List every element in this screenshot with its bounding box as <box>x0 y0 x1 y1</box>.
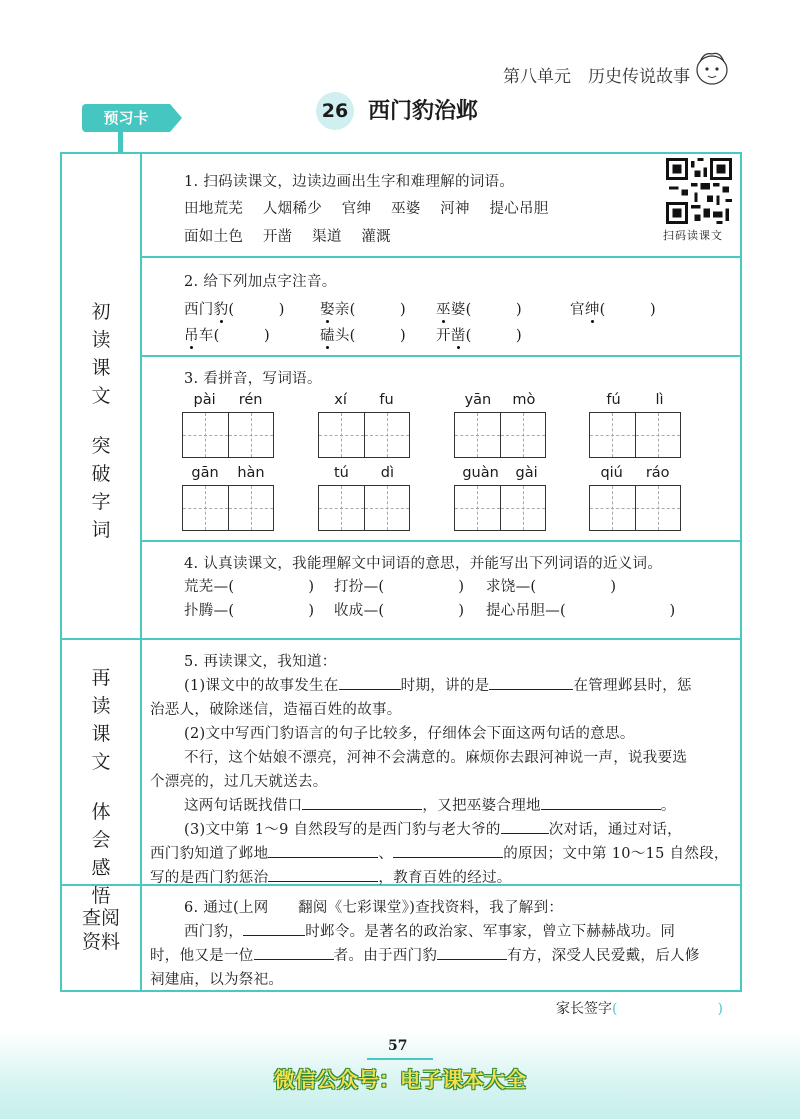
q5-line: (3)文中第 1～9 自然段写的是西门豹与老大爷的 次对话，通过对话， <box>184 818 682 839</box>
answer-blank[interactable] <box>339 675 401 690</box>
parent-signature-label: 家长签字 <box>556 1001 612 1017</box>
q4-instruction: 4. 认真读课文，我能理解文中词语的意思，并能写出下列词语的近义词。 <box>184 556 663 572</box>
q1-words-row1: 田地荒芜 人烟稀少 官绅 巫婆 河神 提心吊胆 <box>184 201 549 217</box>
q6-instruction: 6. 通过(上网 翻阅《七彩课堂》)查找资料，我了解到： <box>184 900 564 916</box>
section-label-second-reading: 再 读 课 文 体 会 感 悟 <box>91 667 111 907</box>
answer-blank[interactable] <box>489 675 573 690</box>
qr-code-icon[interactable] <box>666 158 732 224</box>
writing-grid[interactable] <box>318 412 410 458</box>
q6-line: 祠建庙，以为祭祀。 <box>150 972 284 988</box>
section-label-research: 查阅 资料 <box>81 907 121 953</box>
row-divider <box>142 540 742 542</box>
writing-grid[interactable] <box>589 412 681 458</box>
writing-grid[interactable] <box>182 485 274 531</box>
q1-instruction: 1. 扫码读课文，边读边画出生字和难理解的词语。 <box>184 174 515 190</box>
q5-line: 治恶人，破除迷信，造福百姓的故事。 <box>150 702 402 718</box>
q5-line: 写的是西门豹惩治 ，教育百姓的经过。 <box>150 866 512 887</box>
q5-line: (1)课文中的故事发生在 时期，讲的是 在管理邺县时，惩 <box>184 674 692 695</box>
tag-pole <box>118 132 123 152</box>
answer-blank[interactable] <box>268 843 378 858</box>
q2-item: 官绅( ) <box>570 302 656 318</box>
answer-blank[interactable] <box>302 795 422 810</box>
page-number-underline <box>367 1058 433 1060</box>
q5-instruction: 5. 再读课文，我知道： <box>184 654 337 670</box>
q4-item: 收成—( ) <box>334 603 465 619</box>
q6-line: 西门豹， 时邺令。是著名的政治家、军事家，曾立下赫赫战功。同 <box>184 920 675 941</box>
q3-instruction: 3. 看拼音，写词语。 <box>184 371 322 387</box>
writing-grid[interactable] <box>182 412 274 458</box>
q2-item: 西门豹( ) <box>184 302 285 318</box>
q1-words-row2: 面如土色 开凿 渠道 灌溉 <box>184 229 391 245</box>
q2-item: 开凿( ) <box>436 328 522 344</box>
answer-blank[interactable] <box>254 945 334 960</box>
lesson-title: 西门豹治邺 <box>368 98 479 124</box>
q4-item: 扑腾—( ) <box>184 603 315 619</box>
page-number: 57 <box>388 1038 408 1054</box>
q5-line: 这两句话既找借口 ，又把巫婆合理地 。 <box>184 794 676 815</box>
pinyin-group: qiú ráo <box>589 465 681 531</box>
pinyin-group: yān mò <box>454 392 546 458</box>
q4-item: 提心吊胆—( ) <box>486 603 676 619</box>
mascot-icon <box>692 48 732 88</box>
answer-blank[interactable] <box>243 921 305 936</box>
q4-item: 打扮—( ) <box>334 579 465 595</box>
pinyin-group: guàn gài <box>454 465 546 531</box>
q2-item: 巫婆( ) <box>436 302 522 318</box>
answer-blank[interactable] <box>437 945 507 960</box>
pinyin-group: xí fu <box>318 392 410 458</box>
q2-item: 吊车( ) <box>184 328 270 344</box>
pinyin-group: pài rén <box>182 392 274 458</box>
section-divider <box>60 638 742 640</box>
q2-item: 娶亲( ) <box>320 302 406 318</box>
writing-grid[interactable] <box>454 485 546 531</box>
row-divider <box>142 256 742 258</box>
lesson-number: 26 <box>316 92 354 130</box>
parent-signature-field[interactable]: 家长签字( ) <box>556 1001 723 1017</box>
pinyin-group: tú dì <box>318 465 410 531</box>
answer-blank[interactable] <box>393 843 503 858</box>
row-divider <box>142 355 742 357</box>
q2-item: 磕头( ) <box>320 328 406 344</box>
answer-blank[interactable] <box>501 819 549 834</box>
pinyin-group: fú lì <box>589 392 681 458</box>
section-label-first-reading: 初 读 课 文 突 破 字 词 <box>91 301 111 541</box>
q5-quote: 个漂亮的，过几天就送去。 <box>150 774 328 790</box>
q4-item: 荒芜—( ) <box>184 579 315 595</box>
q4-item: 求饶—( ) <box>486 579 617 595</box>
writing-grid[interactable] <box>454 412 546 458</box>
column-divider <box>140 152 142 992</box>
writing-grid[interactable] <box>589 485 681 531</box>
q5-line: 西门豹知道了邺地 、 的原因；文中第 10～15 自然段， <box>150 842 729 863</box>
qr-caption: 扫码读课文 <box>663 229 723 242</box>
q6-line: 时，他又是一位 者。由于西门豹 有方，深受人民爱戴，后人修 <box>150 944 700 965</box>
writing-grid[interactable] <box>318 485 410 531</box>
preview-card-tag: 预习卡 <box>82 104 170 132</box>
pinyin-group: gān hàn <box>182 465 274 531</box>
q2-instruction: 2. 给下列加点字注音。 <box>184 274 337 290</box>
answer-blank[interactable] <box>268 867 378 882</box>
wechat-watermark: 微信公众号：电子课本大全 <box>274 1068 526 1092</box>
q5-quote: 不行，这个姑娘不漂亮，河神不会满意的。麻烦你去跟河神说一声，说我要选 <box>184 750 688 766</box>
q5-line: (2)文中写西门豹语言的句子比较多，仔细体会下面这两句话的意思。 <box>184 726 635 742</box>
answer-blank[interactable] <box>541 795 661 810</box>
unit-title: 第八单元 历史传说故事 <box>503 67 690 87</box>
